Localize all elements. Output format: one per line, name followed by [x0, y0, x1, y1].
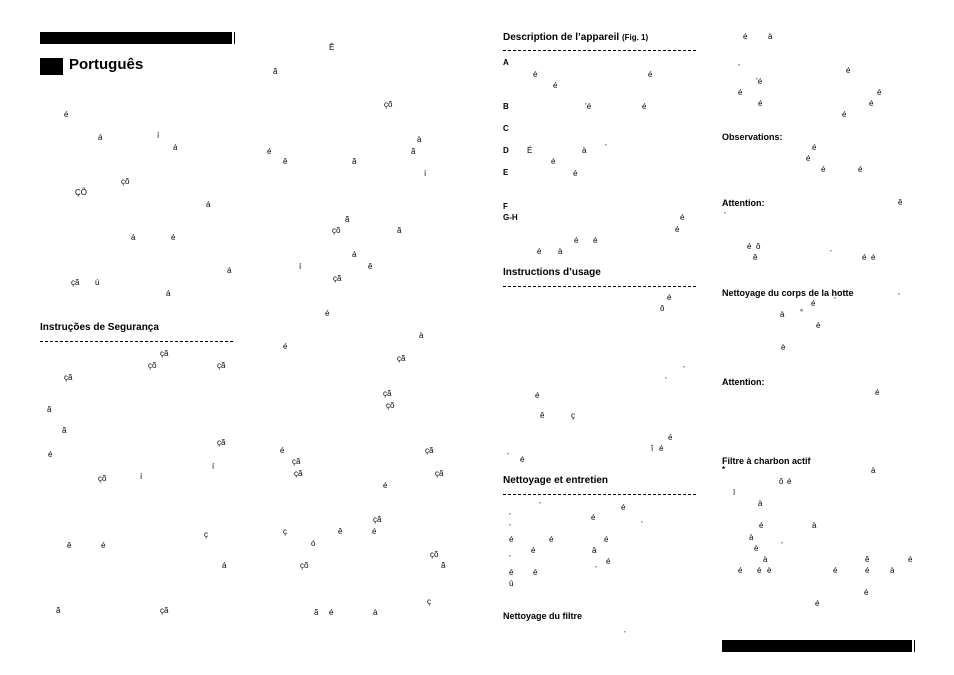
accent-glyph: é [816, 321, 821, 330]
accent-glyph: ’ [834, 296, 836, 305]
accent-glyph: é [815, 599, 820, 608]
accent-glyph: é [372, 527, 377, 536]
accent-glyph: é [862, 253, 867, 262]
part-label-e: E [503, 168, 509, 177]
accent-glyph: é [875, 388, 880, 397]
accent-glyph: çõ [332, 226, 341, 235]
accent-glyph: é [267, 147, 272, 156]
accent-glyph: ã [345, 215, 350, 224]
accent-glyph: ô [779, 477, 784, 486]
header-bar-left-end [234, 32, 235, 44]
attention-label-2: Attention: [722, 377, 765, 387]
accent-glyph: çã [333, 274, 342, 283]
description-fig-ref: (Fig. 1) [621, 33, 649, 42]
accent-glyph: ç [283, 527, 287, 536]
usage-rule [503, 286, 696, 287]
accent-glyph: é [667, 293, 672, 302]
part-label-d: D [503, 146, 509, 155]
accent-glyph: ê [283, 157, 288, 166]
accent-glyph: çõ [384, 100, 393, 109]
accent-glyph: é [509, 568, 514, 577]
accent-glyph: ’ [509, 512, 511, 521]
accent-glyph: ’ [539, 501, 541, 510]
charcoal-filter-heading: Filtre à charbon actif [722, 456, 811, 466]
accent-glyph: à [419, 331, 424, 340]
accent-glyph: à [763, 555, 768, 564]
accent-glyph: ’ [665, 376, 667, 385]
accent-glyph: ê [540, 411, 545, 420]
accent-glyph: í [140, 472, 143, 481]
accent-glyph: é [573, 169, 578, 178]
filter-heading: Nettoyage du filtre [503, 611, 583, 621]
accent-glyph: ó [311, 539, 316, 548]
accent-glyph: é [833, 566, 838, 575]
accent-glyph: á [98, 133, 103, 142]
accent-glyph: çã [160, 606, 169, 615]
accent-glyph: é [64, 110, 69, 119]
accent-glyph: ’ [595, 565, 597, 574]
part-label-b: B [503, 102, 509, 111]
part-label-a: A [503, 58, 509, 67]
accent-glyph: é [659, 444, 664, 453]
accent-glyph: é [865, 566, 870, 575]
accent-glyph: ê [865, 555, 870, 564]
accent-glyph: à [558, 247, 563, 256]
accent-glyph: í [157, 131, 160, 140]
language-title: Português [69, 56, 144, 73]
accent-glyph: çã [217, 361, 226, 370]
accent-glyph: ÇÕ [75, 188, 87, 197]
accent-glyph: à [812, 521, 817, 530]
accent-glyph: î [651, 444, 654, 453]
accent-glyph: çã [435, 469, 444, 478]
accent-glyph: é [846, 66, 851, 75]
accent-glyph: çã [425, 446, 434, 455]
accent-glyph: é [48, 450, 53, 459]
accent-glyph: é [593, 236, 598, 245]
accent-glyph: ’ [724, 211, 726, 220]
accent-glyph: çã [292, 457, 301, 466]
accent-glyph: é [842, 110, 847, 119]
accent-glyph: ã [411, 147, 416, 156]
accent-glyph: é [551, 157, 556, 166]
accent-glyph: é [821, 165, 826, 174]
cleaning-heading: Nettoyage et entretien [503, 475, 609, 486]
accent-glyph: çõ [121, 177, 130, 186]
accent-glyph: ã [273, 67, 278, 76]
accent-glyph: é [864, 588, 869, 597]
accent-glyph: çõ [98, 474, 107, 483]
accent-glyph: ’é [756, 77, 763, 86]
accent-glyph: ã [62, 426, 67, 435]
accent-glyph: ’ [605, 143, 607, 152]
accent-glyph: á [166, 289, 171, 298]
accent-glyph: ’ [830, 249, 832, 258]
accent-glyph: é [648, 70, 653, 79]
accent-glyph: á [222, 561, 227, 570]
accent-glyph: çã [71, 278, 80, 287]
language-marker-box [40, 58, 63, 75]
accent-glyph: é [591, 513, 596, 522]
accent-glyph: çõ [430, 550, 439, 559]
accent-glyph: ú [95, 278, 100, 287]
charcoal-filter-bullet: * [722, 465, 726, 474]
description-rule [503, 50, 696, 51]
accent-glyph: çõ [300, 561, 309, 570]
observations-label: Observations: [722, 132, 783, 142]
accent-glyph: çã [160, 349, 169, 358]
accent-glyph: ’ [509, 554, 511, 563]
accent-glyph: ã [352, 157, 357, 166]
accent-glyph: à [890, 566, 895, 575]
accent-glyph: çã [64, 373, 73, 382]
accent-glyph: é [747, 242, 752, 251]
accent-glyph: ° [800, 308, 804, 317]
accent-glyph: é [280, 446, 285, 455]
accent-glyph: é [101, 541, 106, 550]
accent-glyph: á [352, 250, 357, 259]
accent-glyph: é [531, 546, 536, 555]
accent-glyph: é [758, 99, 763, 108]
accent-glyph: é [171, 233, 176, 242]
accent-glyph: ’é [585, 102, 592, 111]
accent-glyph: é [757, 566, 762, 575]
accent-glyph: é [738, 566, 743, 575]
accent-glyph: é [509, 535, 514, 544]
accent-glyph: ’ [781, 541, 783, 550]
accent-glyph: ç [204, 530, 208, 539]
accent-glyph: á [373, 608, 378, 617]
accent-glyph: é [908, 555, 913, 564]
accent-glyph: è [754, 544, 759, 553]
accent-glyph: ã [47, 405, 52, 414]
accent-glyph: çã [383, 389, 392, 398]
accent-glyph: á [173, 143, 178, 152]
accent-glyph: ô [756, 242, 761, 251]
hood-body-heading: Nettoyage du corps de la hotte [722, 288, 854, 298]
accent-glyph: ç [571, 411, 575, 420]
accent-glyph: ’ [738, 63, 740, 72]
accent-glyph: ê [753, 253, 758, 262]
part-label-f: F [503, 202, 508, 211]
accent-glyph: çõ [386, 401, 395, 410]
description-heading-text: Description de l’appareil [503, 32, 620, 43]
accent-glyph: é [642, 102, 647, 111]
accent-glyph: ’ [641, 520, 643, 529]
accent-glyph: ç [427, 597, 431, 606]
accent-glyph: á [227, 266, 232, 275]
footer-bar-right [722, 640, 912, 652]
accent-glyph: ê [338, 527, 343, 536]
accent-glyph: â [592, 546, 597, 555]
accent-glyph: é [877, 88, 882, 97]
safety-heading-rule [40, 341, 233, 342]
accent-glyph: á [131, 233, 136, 242]
accent-glyph: è [767, 566, 772, 575]
footer-bar-right-end [914, 640, 915, 652]
accent-glyph: ã [397, 226, 402, 235]
accent-glyph: ù [509, 579, 514, 588]
accent-glyph: é [606, 557, 611, 566]
accent-glyph: é [869, 99, 874, 108]
attention-label-1: Attention: [722, 198, 765, 208]
accent-glyph: çã [294, 469, 303, 478]
accent-glyph: é [811, 299, 816, 308]
accent-glyph: é [621, 503, 626, 512]
accent-glyph: ê [67, 541, 72, 550]
accent-glyph: ã [56, 606, 61, 615]
accent-glyph: à [768, 32, 773, 41]
accent-glyph: é [759, 521, 764, 530]
accent-glyph: ’ [898, 292, 900, 301]
accent-glyph: é [325, 309, 330, 318]
accent-glyph: á [206, 200, 211, 209]
accent-glyph: ã [441, 561, 446, 570]
accent-glyph: è [781, 343, 786, 352]
accent-glyph: çã [373, 515, 382, 524]
accent-glyph: ’ [624, 630, 626, 639]
accent-glyph: é [675, 225, 680, 234]
accent-glyph: é [283, 342, 288, 351]
accent-glyph: é [806, 154, 811, 163]
accent-glyph: çõ [148, 361, 157, 370]
accent-glyph: é [680, 213, 685, 222]
accent-glyph: ’ [509, 523, 511, 532]
accent-glyph: é [743, 32, 748, 41]
accent-glyph: é [574, 236, 579, 245]
accent-glyph: ê [898, 198, 903, 207]
accent-glyph: é [533, 70, 538, 79]
accent-glyph: ê [368, 262, 373, 271]
accent-glyph: é [668, 433, 673, 442]
accent-glyph: çã [397, 354, 406, 363]
accent-glyph: ã [314, 608, 319, 617]
accent-glyph: é [549, 535, 554, 544]
accent-glyph: Ê [329, 43, 335, 52]
accent-glyph: É [527, 146, 533, 155]
accent-glyph: ï [733, 488, 736, 497]
description-heading [503, 32, 648, 43]
part-label-c: C [503, 124, 509, 133]
accent-glyph: ’ [507, 452, 509, 461]
accent-glyph: é [537, 247, 542, 256]
accent-glyph: é [535, 391, 540, 400]
cleaning-rule [503, 494, 696, 495]
accent-glyph: à [417, 135, 422, 144]
accent-glyph: é [533, 568, 538, 577]
accent-glyph: à [749, 533, 754, 542]
accent-glyph: à [582, 146, 587, 155]
accent-glyph: é [787, 477, 792, 486]
accent-glyph: çã [217, 438, 226, 447]
header-bar-left [40, 32, 232, 44]
accent-glyph: é [553, 81, 558, 90]
accent-glyph: é [812, 143, 817, 152]
accent-glyph: í [424, 169, 427, 178]
accent-glyph: ’ [683, 365, 685, 374]
accent-glyph: à [871, 466, 876, 475]
accent-glyph: é [858, 165, 863, 174]
accent-glyph: í [212, 462, 215, 471]
usage-heading: Instructions d’usage [503, 267, 601, 278]
accent-glyph: é [604, 535, 609, 544]
part-label-g-h: G-H [503, 213, 518, 222]
accent-glyph: à [780, 310, 785, 319]
accent-glyph: é [329, 608, 334, 617]
accent-glyph: é [383, 481, 388, 490]
accent-glyph: à [758, 499, 763, 508]
accent-glyph: é [871, 253, 876, 262]
accent-glyph: ô [660, 304, 665, 313]
safety-heading: Instruções de Segurança [40, 322, 159, 333]
accent-glyph: é [738, 88, 743, 97]
accent-glyph: é [520, 455, 525, 464]
accent-glyph: í [299, 262, 302, 271]
